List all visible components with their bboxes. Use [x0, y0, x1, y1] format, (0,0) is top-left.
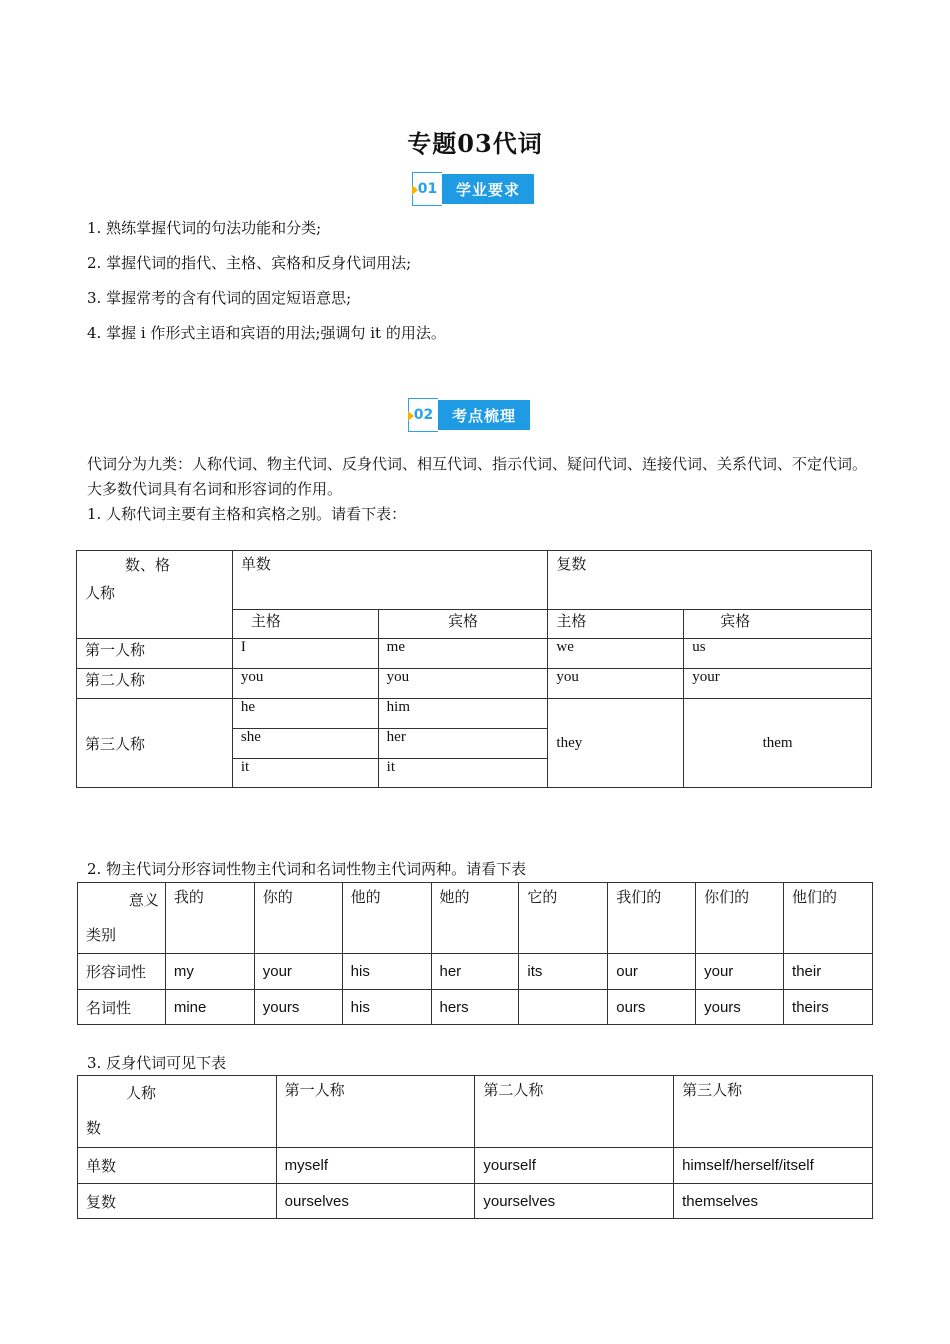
cell: ourselves: [276, 1184, 475, 1219]
row-label: 第二人称: [77, 669, 233, 699]
cell: himself/herself/itself: [674, 1148, 873, 1184]
reflexive-pronoun-table: [77, 1075, 873, 1219]
corner-bottom: 人称: [85, 584, 116, 602]
cell: his: [342, 954, 431, 990]
cell: yourself: [475, 1148, 674, 1184]
requirement-1: 1. 熟练掌握代词的句法功能和分类;: [87, 219, 322, 237]
row-label: 第一人称: [77, 639, 233, 669]
cell: [519, 990, 608, 1025]
column-header: 我们的: [608, 883, 696, 954]
cell: mine: [165, 990, 254, 1025]
corner-header: [77, 551, 233, 639]
table-row: [77, 639, 872, 669]
cell: your: [696, 954, 784, 990]
intro-paragraph: 代词分为九类：人称代词、物主代词、反身代词、相互代词、指示代词、疑问代词、连接代词、关系代词、不定代词。大多数代词具有名词和形容词的作用。: [87, 455, 868, 498]
cell: ours: [608, 990, 696, 1025]
cell: you: [378, 669, 548, 699]
section3-heading: 3. 反身代词可见下表: [87, 1054, 227, 1072]
badge-label: 考点梳理: [438, 400, 530, 430]
cell: their: [784, 954, 873, 990]
singular-object-header: 宾格: [378, 610, 548, 639]
corner-header: [78, 883, 166, 954]
corner-top: 意义: [128, 891, 159, 909]
plural-object-header: 宾格: [684, 610, 872, 639]
cell: she: [232, 729, 378, 759]
table-row: [78, 1148, 873, 1184]
section2-heading: 2. 物主代词分形容词性物主代词和名词性物主代词两种。请看下表: [87, 860, 527, 878]
cell: theirs: [784, 990, 873, 1025]
table-row: [78, 1184, 873, 1219]
column-header: 第三人称: [674, 1076, 873, 1148]
plural-header: 复数: [548, 551, 872, 610]
cell: me: [378, 639, 548, 669]
cell: your: [254, 954, 342, 990]
cell: you: [548, 669, 684, 699]
corner-bottom: 数: [86, 1119, 102, 1137]
cell: its: [519, 954, 608, 990]
badge-label: 学业要求: [442, 174, 534, 204]
cell: your: [684, 669, 872, 699]
cell: they: [548, 699, 684, 788]
column-header: 他的: [342, 883, 431, 954]
table-row: [77, 669, 872, 699]
cell: themselves: [674, 1184, 873, 1219]
badge-number: 01: [412, 172, 442, 206]
cell: yours: [696, 990, 784, 1025]
cell: our: [608, 954, 696, 990]
cell: hers: [431, 990, 519, 1025]
cell: yourselves: [475, 1184, 674, 1219]
cell: my: [165, 954, 254, 990]
table-row: [78, 990, 873, 1025]
plural-subject-header: 主格: [548, 610, 684, 639]
column-header: 第二人称: [475, 1076, 674, 1148]
column-header: 我的: [165, 883, 254, 954]
section-badge-keypoints: [408, 400, 530, 430]
corner-header: [78, 1076, 277, 1148]
column-header: 它的: [519, 883, 608, 954]
cell: her: [431, 954, 519, 990]
singular-header: 单数: [232, 551, 548, 610]
requirement-3: 3. 掌握常考的含有代词的固定短语意思;: [87, 289, 352, 307]
cell: we: [548, 639, 684, 669]
row-label: 复数: [78, 1184, 277, 1219]
column-header: 她的: [431, 883, 519, 954]
cell: it: [232, 759, 378, 788]
column-header: 你们的: [696, 883, 784, 954]
row-label: 单数: [78, 1148, 277, 1184]
cell: his: [342, 990, 431, 1025]
possessive-pronoun-table: [77, 882, 873, 1025]
corner-top: 数、格: [125, 556, 171, 574]
cell: them: [684, 699, 872, 788]
cell: you: [232, 669, 378, 699]
section1-heading: 1. 人称代词主要有主格和宾格之别。请看下表：: [87, 505, 407, 523]
requirement-4: 4. 掌握 i 作形式主语和宾语的用法;强调句 it 的用法。: [87, 324, 446, 342]
section-badge-requirements: [412, 174, 534, 204]
column-header: 你的: [254, 883, 342, 954]
page-title: 专题03代词: [407, 129, 543, 158]
row-label: 第三人称: [77, 699, 233, 788]
table-row: [77, 699, 872, 729]
requirement-2: 2. 掌握代词的指代、主格、宾格和反身代词用法;: [87, 254, 412, 272]
corner-top: 人称: [126, 1084, 157, 1102]
column-header: 第一人称: [276, 1076, 475, 1148]
cell: yours: [254, 990, 342, 1025]
cell: it: [378, 759, 548, 788]
cell: myself: [276, 1148, 475, 1184]
column-header: 他们的: [784, 883, 873, 954]
row-label: 形容词性: [78, 954, 166, 990]
cell: her: [378, 729, 548, 759]
personal-pronoun-table: [76, 550, 872, 788]
singular-subject-header: 主格: [232, 610, 378, 639]
cell: him: [378, 699, 548, 729]
table-row: [78, 954, 873, 990]
row-label: 名词性: [78, 990, 166, 1025]
cell: us: [684, 639, 872, 669]
cell: I: [232, 639, 378, 669]
badge-number: 02: [408, 398, 438, 432]
corner-bottom: 类别: [86, 926, 117, 944]
cell: he: [232, 699, 378, 729]
